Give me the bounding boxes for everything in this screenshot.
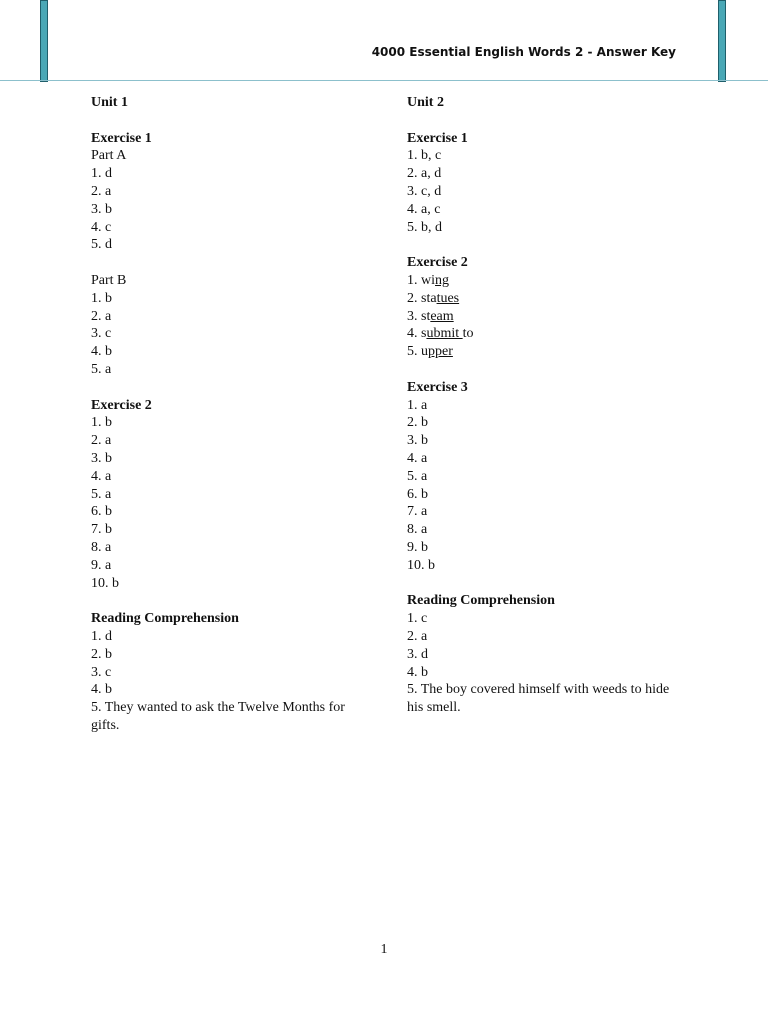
- answer-line: 4. b: [91, 344, 112, 360]
- answer-line: 9. a: [91, 557, 112, 573]
- answer-line: 2. a: [91, 183, 112, 199]
- answer-line: [407, 343, 687, 361]
- underlined-fragment: pper: [428, 344, 453, 360]
- text-fragment: 3. st: [407, 308, 431, 324]
- underlined-fragment: eam: [430, 308, 454, 324]
- underlined-fragment: ubmit: [426, 326, 463, 342]
- underlined-fragment: tues: [436, 290, 460, 306]
- answer-line: 7. a: [407, 504, 428, 520]
- section-title: Exercise 3: [407, 379, 468, 395]
- answer-line: 3. b: [91, 201, 112, 217]
- answer-line: [407, 325, 687, 343]
- underlined-fragment: ng: [435, 272, 449, 288]
- answer-section: [91, 397, 371, 593]
- answer-line: 4. b: [91, 682, 112, 698]
- answer-section: [91, 130, 371, 255]
- answer-line: 4. c: [91, 219, 112, 235]
- answer-line: 4. b: [407, 664, 428, 680]
- answer-section: [407, 254, 687, 361]
- answer-line: [407, 272, 687, 290]
- unit-title: Unit 1: [91, 95, 128, 110]
- answer-line: 5. They wanted to ask the Twelve Months for gifts.: [91, 700, 345, 733]
- section-title: Exercise 1: [91, 130, 152, 146]
- answer-line: Part B: [91, 272, 127, 288]
- answer-line: 6. b: [407, 486, 428, 502]
- answer-line: 3. b: [407, 433, 428, 449]
- answer-line: 4. a: [91, 468, 112, 484]
- unit-title: Unit 2: [407, 95, 444, 110]
- answer-line: 5. a: [91, 361, 112, 377]
- answer-line: 3. c: [91, 664, 112, 680]
- text-fragment: 2. sta: [407, 290, 437, 306]
- answer-line: 2. a, d: [407, 166, 442, 182]
- answer-line: 5. a: [91, 486, 112, 502]
- answer-line: [407, 290, 687, 308]
- column-unit-1: [91, 94, 371, 752]
- answer-line: 2. b: [91, 646, 112, 662]
- answer-section: [407, 379, 687, 575]
- answer-line: 1. a: [407, 397, 428, 413]
- answer-line: 3. c, d: [407, 183, 442, 199]
- answer-line: 1. b: [91, 415, 112, 431]
- answer-line: 7. b: [91, 522, 112, 538]
- answer-line: 9. b: [407, 539, 428, 555]
- answer-line: 1. b, c: [407, 148, 442, 164]
- answer-line: 2. a: [91, 308, 112, 324]
- answer-line: 6. b: [91, 504, 112, 520]
- answer-line: 5. d: [91, 237, 112, 253]
- answer-line: 5. b, d: [407, 219, 442, 235]
- section-title: Exercise 1: [407, 130, 468, 146]
- answer-line: 1. d: [91, 628, 112, 644]
- text-fragment: to: [462, 326, 474, 342]
- answer-line: 5. The boy covered himself with weeds to hide his smell.: [407, 682, 670, 716]
- column-unit-2: [407, 94, 687, 735]
- answer-line: 3. c: [91, 326, 112, 342]
- answer-section: [407, 592, 687, 717]
- page-header-title: 4000 Essential English Words 2 - Answer Key: [371, 45, 676, 59]
- answer-line: 1. c: [407, 611, 428, 627]
- answer-line: Part A: [91, 148, 127, 164]
- header-accent-bar-left: [40, 0, 48, 82]
- answer-line: 5. a: [407, 468, 428, 484]
- answer-line: [407, 308, 687, 326]
- answer-line: 3. b: [91, 450, 112, 466]
- header-accent-bar-right: [718, 0, 726, 82]
- answer-section: [91, 610, 371, 735]
- page-number: 1: [380, 942, 388, 957]
- answer-section: [407, 130, 687, 237]
- answer-section: [91, 272, 371, 379]
- section-title: Reading Comprehension: [91, 611, 239, 627]
- answer-line: 8. a: [407, 522, 428, 538]
- answer-line: 4. a, c: [407, 201, 441, 217]
- text-fragment: 5. u: [407, 344, 428, 360]
- section-title: Reading Comprehension: [407, 593, 555, 609]
- text-fragment: 4. s: [407, 326, 427, 342]
- answer-line: 4. a: [407, 450, 428, 466]
- header-rule: [0, 80, 768, 81]
- answer-line: 2. a: [407, 628, 428, 644]
- section-title: Exercise 2: [91, 397, 152, 413]
- answer-line: 10. b: [407, 557, 435, 573]
- answer-line: 1. b: [91, 290, 112, 306]
- answer-line: 2. a: [91, 433, 112, 449]
- answer-line: 1. d: [91, 166, 112, 182]
- answer-line: 3. d: [407, 646, 428, 662]
- answer-line: 10. b: [91, 575, 119, 591]
- answer-line: 2. b: [407, 415, 428, 431]
- answer-line: 8. a: [91, 539, 112, 555]
- section-title: Exercise 2: [407, 255, 468, 271]
- text-fragment: 1. wi: [407, 272, 435, 288]
